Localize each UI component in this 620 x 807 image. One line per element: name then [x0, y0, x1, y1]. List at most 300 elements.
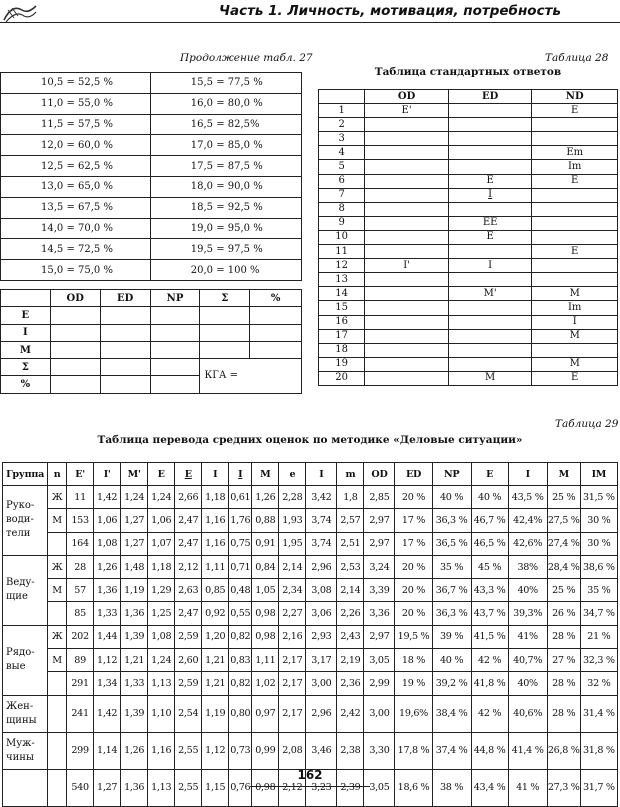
group-name-cell: Веду- щие	[3, 555, 48, 625]
t29-cell: 1,19	[121, 579, 148, 602]
t29-cell: 2,17	[279, 672, 306, 695]
t29-cell: 31,7 %	[580, 769, 617, 806]
t28-title: Таблица стандартных ответов	[374, 66, 562, 78]
t28-cell	[448, 357, 532, 371]
t28-cell	[365, 315, 449, 329]
scoring-row-label: M	[1, 341, 51, 358]
t28-cell	[365, 343, 449, 357]
t29-cell: 2,53	[337, 555, 364, 578]
t29-cell: 0,99	[252, 732, 279, 769]
t28-cell: 13	[319, 273, 365, 287]
t29-cell: 1,33	[94, 602, 121, 625]
table-row	[319, 315, 618, 329]
scoring-cell	[50, 307, 100, 324]
t29-cell: 1,26	[121, 732, 148, 769]
t29-cell: 43,3 %	[471, 579, 508, 602]
t29-header-cell: I'	[94, 463, 121, 486]
t28-cell: I	[448, 259, 532, 273]
scoring-cell	[150, 376, 200, 393]
t29-cell: 0,80	[229, 695, 252, 732]
t29-cell: 1,18	[148, 555, 175, 578]
t29-cell: 43,7 %	[471, 602, 508, 625]
t28-cell: EE	[448, 216, 532, 230]
t29-header-cell: M	[252, 463, 279, 486]
t29-cell: 1,10	[148, 695, 175, 732]
t29-cell: 2,43	[337, 625, 364, 648]
t29-cell: 38,6 %	[580, 555, 617, 578]
t29-cell: 2,99	[364, 672, 395, 695]
t29-cell: 1,19	[202, 695, 229, 732]
t28-cell: E	[448, 174, 532, 188]
t27-caption: Продолжение табл. 27	[180, 52, 313, 64]
t29-cell	[48, 732, 67, 769]
t28-cell: E	[532, 245, 618, 259]
t28-cell	[532, 343, 618, 357]
t29-cell: 85	[67, 602, 94, 625]
t29-cell: 2,38	[337, 732, 364, 769]
t29-cell: 1,14	[94, 732, 121, 769]
t29-cell: 1,93	[279, 509, 306, 532]
t28-cell	[532, 188, 618, 202]
t27-cell: 19,0 = 95,0 %	[150, 218, 301, 239]
t28-cell	[365, 188, 449, 202]
t28-cell: 15	[319, 301, 365, 315]
t28-cell	[365, 146, 449, 160]
scoring-cell	[150, 359, 200, 376]
scoring-header-cell: NP	[150, 290, 200, 307]
t29-cell: 25 %	[547, 579, 580, 602]
scoring-cell	[100, 341, 150, 358]
scoring-row-label: I	[1, 324, 51, 341]
t29-cell: 20 %	[395, 555, 432, 578]
t28-cell	[448, 160, 532, 174]
t28-header-cell: ED	[448, 90, 532, 104]
scoring-cell	[50, 359, 100, 376]
group-name-cell: Руко- води- тели	[3, 486, 48, 556]
table-row	[1, 135, 302, 156]
t29-cell: 3,46	[306, 732, 337, 769]
t29-cell: 27,5 %	[547, 509, 580, 532]
footer-rule	[250, 786, 370, 787]
t28-cell: 20	[319, 371, 365, 385]
t27-cell: 18,5 = 92,5 %	[150, 197, 301, 218]
t28-cell: E	[532, 371, 618, 385]
table-row	[319, 357, 618, 371]
t28-cell	[448, 118, 532, 132]
t29-cell: 1,24	[148, 649, 175, 672]
t28-cell	[365, 202, 449, 216]
t29-cell: 202	[67, 625, 94, 648]
t29-cell: 1,21	[202, 672, 229, 695]
t29-cell: 1,8	[337, 486, 364, 509]
t28-cell	[532, 202, 618, 216]
t28-cell	[448, 132, 532, 146]
t28-cell	[448, 104, 532, 118]
t29-header-cell: E	[471, 463, 508, 486]
t29-cell: 291	[67, 672, 94, 695]
t29-cell: 19,6%	[395, 695, 432, 732]
t29-cell: 1,27	[121, 509, 148, 532]
t29-cell: 1,29	[148, 579, 175, 602]
t29-cell: 1,13	[148, 769, 175, 806]
table-row	[319, 329, 618, 343]
t28-cell	[365, 118, 449, 132]
table-row	[3, 625, 618, 648]
t29-cell: 2,66	[175, 486, 202, 509]
t29-header-cell: E	[175, 463, 202, 486]
t29-cell: 1,26	[94, 555, 121, 578]
t29-cell: 0,84	[252, 555, 279, 578]
t29-cell: 3,74	[306, 509, 337, 532]
t27-cell: 15,5 = 77,5 %	[150, 73, 301, 94]
t29-cell: 2,34	[279, 579, 306, 602]
t29-header-cell: E'	[67, 463, 94, 486]
scoring-row-label: E	[1, 307, 51, 324]
t28-cell	[532, 230, 618, 244]
scoring-table	[0, 289, 302, 394]
t28-cell: 18	[319, 343, 365, 357]
t29-cell: 2,57	[337, 509, 364, 532]
t29-cell: 28	[67, 555, 94, 578]
t28-cell	[365, 287, 449, 301]
t29-cell: 41,4 %	[508, 732, 547, 769]
table-row	[319, 174, 618, 188]
t29-cell: 3,08	[306, 579, 337, 602]
t27-cell: 20,0 = 100 %	[150, 260, 301, 281]
t28-cell: E	[532, 104, 618, 118]
scoring-cell	[200, 324, 250, 341]
t29-cell: 2,12	[175, 555, 202, 578]
t29-header-cell: M'	[121, 463, 148, 486]
t29-cell: 27,3 %	[547, 769, 580, 806]
t29-cell: Ж	[48, 486, 67, 509]
t28-cell	[448, 301, 532, 315]
t28-cell	[365, 301, 449, 315]
t28-cell: E	[532, 174, 618, 188]
t28-cell: I'	[365, 259, 449, 273]
t29-cell: 20 %	[395, 602, 432, 625]
table-row	[1, 307, 302, 324]
scoring-cell	[50, 341, 100, 358]
t29-cell: 2,12	[279, 769, 306, 806]
t29-header-cell: OD	[364, 463, 395, 486]
t29-cell: 3,06	[306, 602, 337, 625]
t29-cell: 36,5 %	[432, 532, 471, 555]
table-row	[319, 160, 618, 174]
t29-cell: 41,5 %	[471, 625, 508, 648]
t28-cell: 8	[319, 202, 365, 216]
table-row	[319, 273, 618, 287]
t29-cell: 2,08	[279, 732, 306, 769]
t28-cell	[365, 132, 449, 146]
t27-cell: 18,0 = 90,0 %	[150, 176, 301, 197]
t29-cell: 3,36	[364, 602, 395, 625]
t29-cell: 40 %	[432, 649, 471, 672]
t29-cell: 2,42	[337, 695, 364, 732]
t29-cell: 38,4 %	[432, 695, 471, 732]
scoring-cell	[250, 341, 302, 358]
t29-cell: 2,97	[364, 532, 395, 555]
t27-cell: 17,0 = 85,0 %	[150, 135, 301, 156]
t29-cell: 3,39	[364, 579, 395, 602]
table-row	[319, 343, 618, 357]
t28-cell	[532, 216, 618, 230]
t28-cell: Im	[532, 160, 618, 174]
t29-cell: 0,48	[229, 579, 252, 602]
scoring-cell	[150, 307, 200, 324]
t29-header-cell: E	[148, 463, 175, 486]
t28-cell: 3	[319, 132, 365, 146]
t29-cell: 1,11	[202, 555, 229, 578]
kga-label: КГА =	[204, 370, 238, 382]
t29-header-cell: Группа	[3, 463, 48, 486]
t29-cell: 41 %	[508, 769, 547, 806]
t29-header-cell: I	[508, 463, 547, 486]
table-row	[1, 73, 302, 94]
t28-cell: 1	[319, 104, 365, 118]
t27-cell: 17,5 = 87,5 %	[150, 156, 301, 177]
t29-cell: 18,6 %	[395, 769, 432, 806]
t29-cell: 2,59	[175, 625, 202, 648]
t29-cell: 28,4 %	[547, 555, 580, 578]
t29-title: Таблица перевода средних оценок по методике «Деловые ситуации»	[97, 434, 523, 446]
t29-cell: 2,39	[337, 769, 364, 806]
t29-cell	[48, 769, 67, 806]
scoring-cell	[150, 324, 200, 341]
t29-cell: 2,55	[175, 732, 202, 769]
table-row	[3, 649, 618, 672]
t29-cell: 3,30	[364, 732, 395, 769]
t29-cell: М	[48, 579, 67, 602]
t29-cell: 40 %	[471, 486, 508, 509]
table-row	[1, 341, 302, 358]
t29-cell: 2,59	[175, 672, 202, 695]
t28-cell	[532, 259, 618, 273]
t29-cell: 30 %	[580, 509, 617, 532]
table-row	[1, 197, 302, 218]
t28-cell: M	[532, 287, 618, 301]
t29-cell: 241	[67, 695, 94, 732]
table-row	[319, 371, 618, 385]
t29-cell: 25 %	[547, 486, 580, 509]
t29-header-cell: I	[202, 463, 229, 486]
t29-cell: 3,24	[364, 555, 395, 578]
t29-header-cell: e	[279, 463, 306, 486]
t27-cell: 11,5 = 57,5 %	[1, 114, 151, 135]
group-name-cell	[3, 769, 48, 806]
t29-cell: 540	[67, 769, 94, 806]
t29-cell: 1,44	[94, 625, 121, 648]
t29-cell: 27,4 %	[547, 532, 580, 555]
scoring-header-cell: Σ	[200, 290, 250, 307]
t29-cell: 0,82	[229, 625, 252, 648]
t29-cell	[48, 695, 67, 732]
t28-cell: 2	[319, 118, 365, 132]
t29-cell: 42,6%	[508, 532, 547, 555]
t29-cell: 2,55	[175, 769, 202, 806]
scoring-header-cell: OD	[50, 290, 100, 307]
t29-cell: 0,88	[252, 509, 279, 532]
t29-header-cell: I	[229, 463, 252, 486]
t29-cell: 2,96	[306, 555, 337, 578]
t29-cell: 2,63	[175, 579, 202, 602]
t29-cell: 1,12	[202, 732, 229, 769]
t29-cell: 31,8 %	[580, 732, 617, 769]
t29-cell: 2,93	[306, 625, 337, 648]
t29-cell: 1,39	[121, 625, 148, 648]
t29-cell: 2,16	[279, 625, 306, 648]
table-row	[319, 216, 618, 230]
scoring-cell	[250, 307, 302, 324]
t27-cell: 11,0 = 55,0 %	[1, 93, 151, 114]
t28-cell	[448, 202, 532, 216]
t29-cell: 0,61	[229, 486, 252, 509]
t29-cell	[48, 532, 67, 555]
t27-cell: 13,0 = 65,0 %	[1, 176, 151, 197]
t29-cell: 153	[67, 509, 94, 532]
t29-cell: 1,25	[148, 602, 175, 625]
t28-cell	[365, 160, 449, 174]
table-29	[2, 462, 618, 807]
t28-cell: 4	[319, 146, 365, 160]
t29-cell: 1,27	[121, 532, 148, 555]
t27-cell: 13,5 = 67,5 %	[1, 197, 151, 218]
t27-cell: 16,0 = 80,0 %	[150, 93, 301, 114]
t29-cell: 0,75	[229, 532, 252, 555]
t28-cell: 5	[319, 160, 365, 174]
table-row	[3, 579, 618, 602]
t29-cell: 0,98	[252, 769, 279, 806]
t29-cell: 1,18	[202, 486, 229, 509]
t29-cell: 19 %	[395, 672, 432, 695]
table-row	[1, 359, 302, 376]
t29-cell: 17 %	[395, 509, 432, 532]
scoring-cell	[100, 307, 150, 324]
t28-cell: Im	[532, 301, 618, 315]
t29-cell: 36,3 %	[432, 509, 471, 532]
t29-cell: 1,20	[202, 625, 229, 648]
scoring-cell	[200, 307, 250, 324]
t29-cell: 35 %	[432, 555, 471, 578]
t29-cell: 2,96	[306, 695, 337, 732]
t29-cell: 164	[67, 532, 94, 555]
t28-cell: 17	[319, 329, 365, 343]
t29-cell: 40,7%	[508, 649, 547, 672]
t29-cell: 28 %	[547, 695, 580, 732]
t29-cell: Ж	[48, 625, 67, 648]
t27-cell: 14,5 = 72,5 %	[1, 239, 151, 260]
table-row	[319, 230, 618, 244]
t29-cell: 39,3%	[508, 602, 547, 625]
t29-cell: 39 %	[432, 625, 471, 648]
t29-cell: 1,24	[148, 486, 175, 509]
t28-cell: E'	[365, 104, 449, 118]
t29-cell: 2,97	[364, 625, 395, 648]
t29-cell: 36,3 %	[432, 602, 471, 625]
t29-cell: 0,97	[252, 695, 279, 732]
t29-cell: 1,21	[121, 649, 148, 672]
t29-cell: 2,85	[364, 486, 395, 509]
t29-cell: 45 %	[471, 555, 508, 578]
t29-cell: 1,02	[252, 672, 279, 695]
t29-cell: 31,4 %	[580, 695, 617, 732]
t29-cell: 1,26	[252, 486, 279, 509]
t29-cell: 0,73	[229, 732, 252, 769]
t28-cell: 16	[319, 315, 365, 329]
t28-header-cell: ND	[532, 90, 618, 104]
t29-cell: 30 %	[580, 532, 617, 555]
t29-cell: 0,82	[229, 672, 252, 695]
t29-cell: 1,34	[94, 672, 121, 695]
t29-cell: 37,4 %	[432, 732, 471, 769]
table-row	[3, 555, 618, 578]
t29-cell: 2,26	[337, 602, 364, 625]
page-number: 162	[297, 768, 323, 782]
page-header-title: Часть 1. Личность, мотивация, потребность	[219, 3, 561, 19]
t28-cell: M'	[448, 287, 532, 301]
t28-cell: 6	[319, 174, 365, 188]
header-divider	[0, 22, 620, 23]
t28-cell: 11	[319, 245, 365, 259]
t29-cell: 3,74	[306, 532, 337, 555]
t29-cell: 26,8 %	[547, 732, 580, 769]
t29-cell: 2,47	[175, 509, 202, 532]
t27-cell: 14,0 = 70,0 %	[1, 218, 151, 239]
t29-cell: 1,36	[94, 579, 121, 602]
t28-cell	[448, 343, 532, 357]
t29-cell: 32 %	[580, 672, 617, 695]
t28-cell	[365, 230, 449, 244]
t29-header-cell: ED	[395, 463, 432, 486]
t29-cell: 1,15	[202, 769, 229, 806]
t29-cell: 41%	[508, 625, 547, 648]
table-row	[3, 509, 618, 532]
t29-header-cell: m	[337, 463, 364, 486]
t29-cell: 28 %	[547, 625, 580, 648]
t28-cell: 9	[319, 216, 365, 230]
t29-cell: 0,98	[252, 625, 279, 648]
t29-cell: 2,17	[279, 695, 306, 732]
t29-cell: 0,91	[252, 532, 279, 555]
t28-header-cell: OD	[365, 90, 449, 104]
table-28	[318, 89, 618, 386]
t28-cell: 7	[319, 188, 365, 202]
scoring-cell	[100, 376, 150, 393]
t28-cell	[532, 273, 618, 287]
t29-cell: 17,8 %	[395, 732, 432, 769]
t29-cell: 40 %	[432, 486, 471, 509]
table-row	[319, 104, 618, 118]
t28-cell: 10	[319, 230, 365, 244]
t29-cell: 1,08	[94, 532, 121, 555]
t29-cell: 36,7 %	[432, 579, 471, 602]
t29-cell: 0,92	[202, 602, 229, 625]
t28-label: Таблица 28	[545, 52, 609, 64]
t28-cell	[448, 329, 532, 343]
t29-header-cell: I	[306, 463, 337, 486]
table-row	[3, 672, 618, 695]
t27-cell: 12,5 = 62,5 %	[1, 156, 151, 177]
t29-cell: 3,23	[306, 769, 337, 806]
scoring-header-cell	[1, 290, 51, 307]
t29-cell: 1,13	[148, 672, 175, 695]
t28-cell	[365, 273, 449, 287]
table-row	[1, 156, 302, 177]
table-row	[3, 695, 618, 732]
t29-cell: 1,36	[121, 769, 148, 806]
table-row	[319, 259, 618, 273]
t29-cell: 2,47	[175, 532, 202, 555]
